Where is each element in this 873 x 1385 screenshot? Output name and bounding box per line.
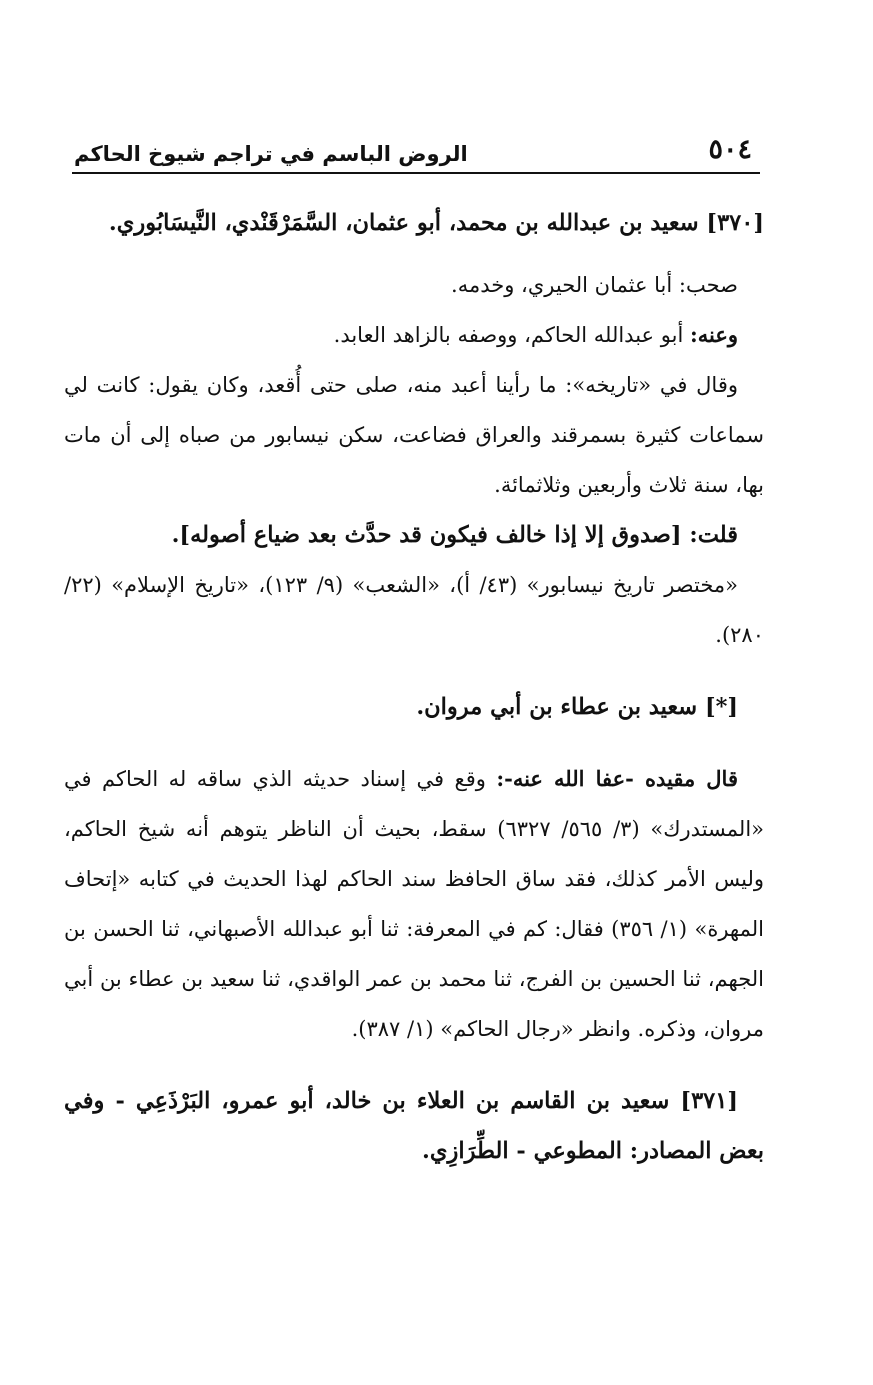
anhu-text: أبو عبدالله الحاكم، ووصفه بالزاهد العابد. (333, 323, 690, 347)
running-header (72, 128, 760, 176)
entry-370-sources: «مختصر تاريخ نيسابور» (٤٣/ أ)، «الشعب» (٩/ ١٢٣)، «تاريخ الإسلام» (٢٢/ ٢٨٠). (64, 573, 764, 647)
entry-370-heading: [٣٧٠] سعيد بن عبدالله بن محمد، أبو عثمان، السَّمَرْقَنْدي، النَّيسَابُوري. (108, 210, 764, 236)
note-text: وقع في إسناد حديثه الذي ساقه له الحاكم في «المستدرك» (٣/ ٥٦٥/ ٦٣٢٧) سقط، بحيث أن الناظر يتوهم أنه شيخ الحاكم، وليس الأمر كذلك، فقد ساق الحافظ سند الحاكم لهذا الحديث في كتابه «إتحاف المهرة» (١/ ٣٥٦) فقال: كم في المعرفة: ثنا أبو عبدالله الأصبهاني، ثنا الحسن بن الجهم، ثنا الحسين بن الفرج، ثنا محمد بن عمر الواقدي، ثنا سعيد بن عطاء بن أبي مروان، وذكره. وانظر «رجال الحاكم» (١/ ٣٨٧). (64, 767, 764, 1041)
running-title: الروض الباسم في تراجم شيوخ الحاكم (74, 142, 468, 166)
entry-370-qala: وقال في «تاريخه»: ما رأينا أعبد منه، صلى حتى أُقعد، وكان يقول: كانت لي سماعات كثيرة بسمرقند والعراق فضاعت، سكن نيسابور من صباه إلى أن مات بها، سنة ثلاث وأربعين وثلاثمائة. (64, 373, 764, 497)
entry-370-anhu (64, 310, 764, 360)
entry-370-qultu: قلت: [صدوق إلا إذا خالف فيكون قد حدَّث بعد ضياع أصوله]. (171, 522, 738, 548)
page-number: ٥٠٤ (708, 134, 752, 165)
header-rule (72, 172, 760, 174)
entry-371-heading: [٣٧١] سعيد بن القاسم بن العلاء بن خالد، أبو عمرو، البَرْذَعِي - وفي بعض المصادر: المطوعي - الطِّرَازِي. (64, 1088, 764, 1164)
entry-star-heading: [*] سعيد بن عطاء بن أبي مروان. (416, 694, 738, 720)
entry-370-sahib: صحب: أبا عثمان الحيري، وخدمه. (451, 273, 738, 297)
anhu-label: وعنه: (689, 322, 738, 347)
page-body (64, 198, 764, 1176)
entry-star-note (64, 754, 764, 1054)
note-label: قال مقيده -عفا الله عنه-: (496, 766, 738, 791)
